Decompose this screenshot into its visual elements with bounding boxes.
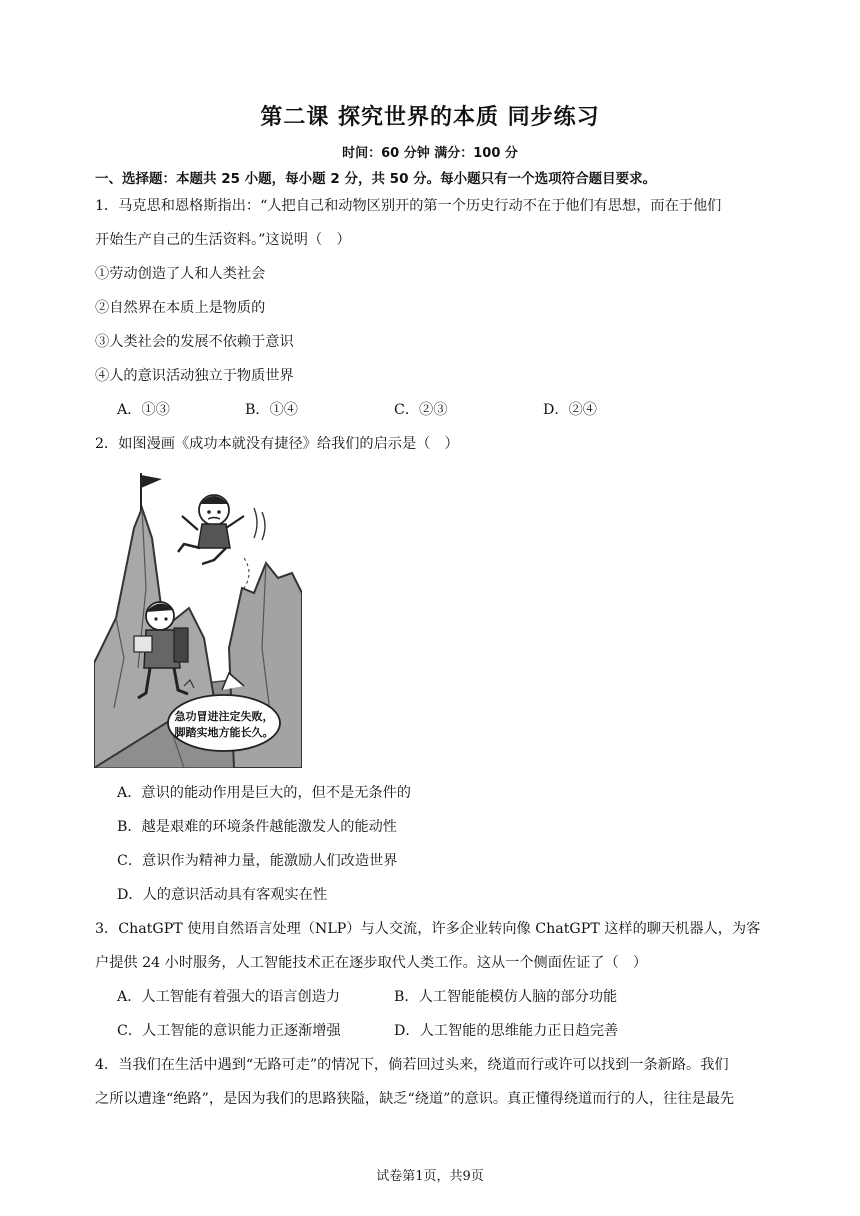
bubble-line-1: 急功冒进注定失败， (174, 710, 274, 723)
q3-option-d[interactable]: D．人工智能的思维能力正日趋完善 (394, 1023, 619, 1039)
q2-stem: 2．如图漫画《成功本就没有捷径》给我们的启示是（ ） (95, 436, 459, 452)
q1-option-a[interactable]: A．①③ (117, 402, 170, 418)
q1-stem-line1: 1．马克思和恩格斯指出：“人把自己和动物区别开的第一个历史行动不在于他们有思想，而在于他们 (95, 198, 722, 214)
page-footer: 试卷第1页，共9页 (376, 1169, 484, 1184)
exam-info: 时间：60 分钟 满分：100 分 (342, 146, 518, 161)
q2-option-a[interactable]: A．意识的能动作用是巨大的，但不是无条件的 (117, 785, 411, 801)
page-title: 第二课 探究世界的本质 同步练习 (260, 105, 600, 130)
q2-option-b[interactable]: B．越是艰难的环境条件越能激发人的能动性 (117, 819, 397, 835)
q1-statement-3: ③人类社会的发展不依赖于意识 (95, 334, 294, 350)
cartoon-image (94, 468, 302, 768)
q1-stem-line2: 开始生产自己的生活资料。”这说明（ ） (95, 232, 351, 248)
q1-option-c[interactable]: C．②③ (394, 402, 448, 418)
q1-statement-4: ④人的意识活动独立于物质世界 (95, 368, 294, 384)
q2-option-c[interactable]: C．意识作为精神力量，能激励人们改造世界 (117, 853, 398, 869)
q3-option-a[interactable]: A．人工智能有着强大的语言创造力 (117, 989, 341, 1005)
q4-stem-line2: 之所以遭逢“绝路”，是因为我们的思路狭隘，缺乏“绕道”的意识。真正懂得绕道而行的人，往往是最先 (95, 1091, 735, 1107)
section-heading: 一、选择题：本题共 25 小题，每小题 2 分，共 50 分。每小题只有一个选项符合题目要求。 (95, 171, 657, 187)
q2-option-d[interactable]: D．人的意识活动具有客观实在性 (117, 887, 328, 903)
q3-stem-line1: 3．ChatGPT 使用自然语言处理（NLP）与人交流，许多企业转向像 ChatGPT 这样的聊天机器人，为客 (95, 921, 761, 937)
q1-option-b[interactable]: B．①④ (245, 402, 298, 418)
q1-statement-1: ①劳动创造了人和人类社会 (95, 266, 266, 282)
bubble-line-2: 脚踏实地方能长久。 (174, 726, 274, 739)
q1-option-d[interactable]: D．②④ (543, 402, 597, 418)
q3-option-c[interactable]: C．人工智能的意识能力正逐渐增强 (117, 1023, 341, 1039)
q1-statement-2: ②自然界在本质上是物质的 (95, 300, 266, 316)
q3-stem-line2: 户提供 24 小时服务，人工智能技术正在逐步取代人类工作。这从一个侧面佐证了（ ） (95, 955, 648, 971)
q4-stem-line1: 4．当我们在生活中遇到“无路可走”的情况下，倘若回过头来，绕道而行或许可以找到一条新路。我们 (95, 1057, 729, 1073)
q3-option-b[interactable]: B．人工智能能模仿人脑的部分功能 (394, 989, 618, 1005)
